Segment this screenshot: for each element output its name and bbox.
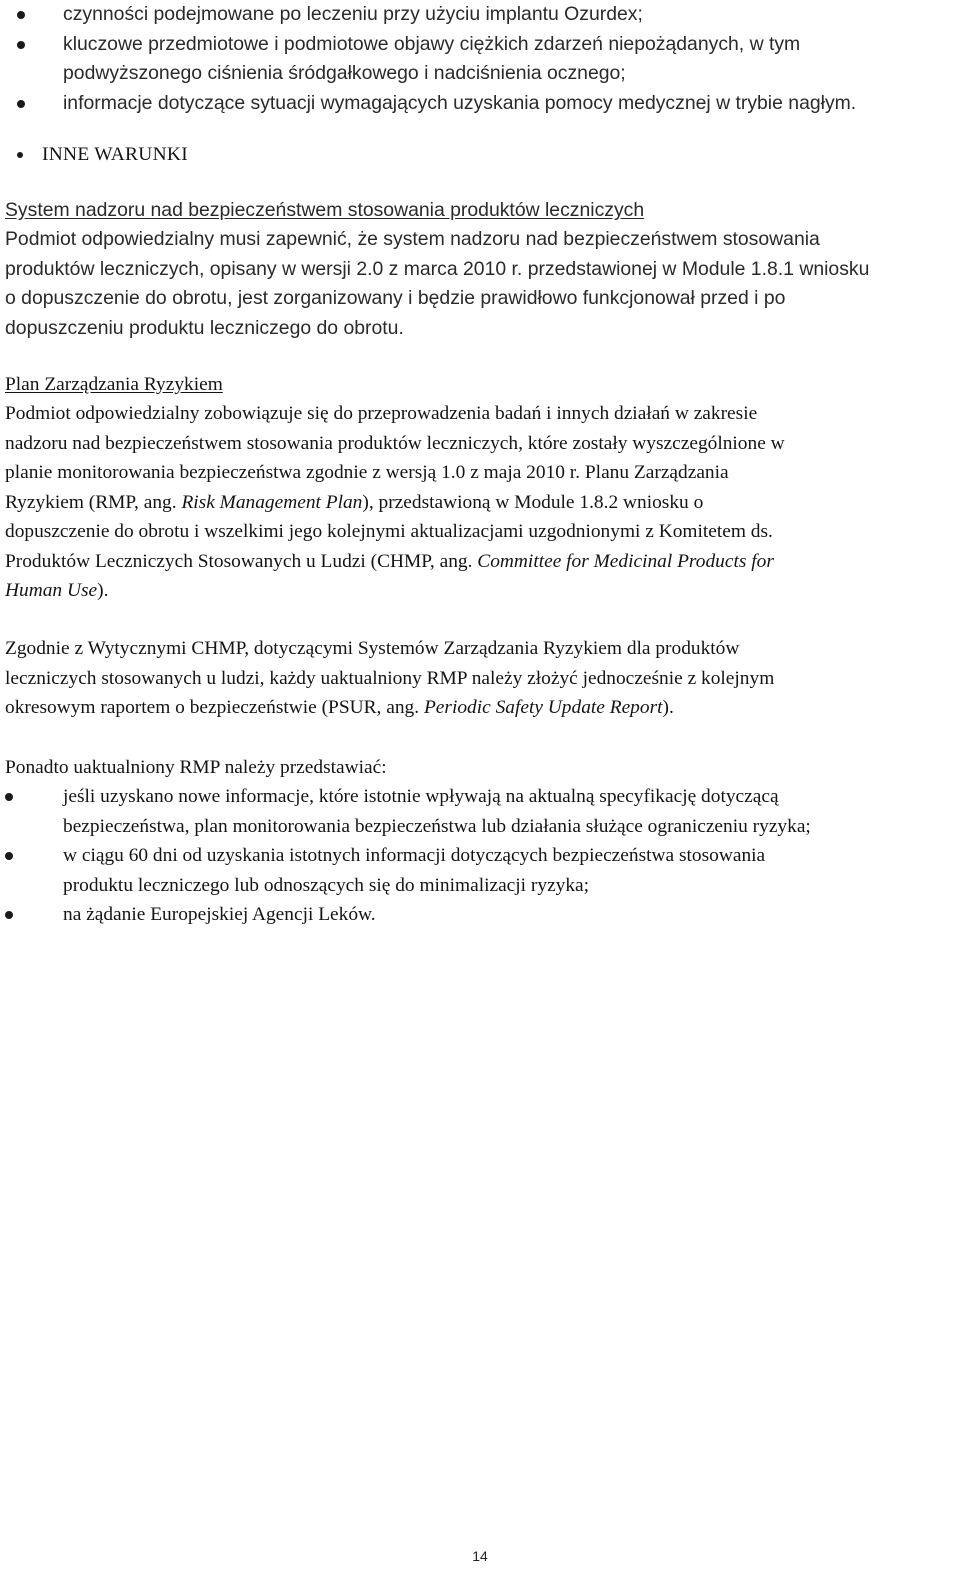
text-line xyxy=(5,547,955,577)
text-span: ). xyxy=(97,580,109,601)
page-number: 14 xyxy=(472,1548,488,1564)
text-span: Produktów Leczniczych Stosowanych u Ludzi (CHMP, ang. xyxy=(5,550,478,572)
list-item-continuation xyxy=(5,59,955,89)
text-line: planie monitorowania bezpieczeństwa zgodnie z wersją 1.0 z maja 2010 r. Planu Zarządzania xyxy=(5,462,729,483)
italic-term: Committee for Medicinal Products for xyxy=(477,550,774,572)
list-item xyxy=(5,900,960,930)
rmp-title: Plan Zarządzania Ryzykiem xyxy=(5,374,223,395)
updated-rmp-intro: Ponadto uaktualniony RMP należy przedstawiać: xyxy=(5,757,387,778)
text-span: Ryzykiem (RMP, ang. xyxy=(5,491,182,513)
bullet-icon xyxy=(5,852,13,860)
section-heading: INNE WARUNKI xyxy=(42,144,188,165)
list-item-continuation xyxy=(5,871,960,901)
list-item-text: bezpieczeństwa, plan monitorowania bezpieczeństwa lub działania służące ograniczeniu ryzyka; xyxy=(63,815,811,837)
pharmacovigilance-body xyxy=(5,225,955,343)
italic-term: Human Use xyxy=(5,580,98,601)
italic-term: Periodic Safety Update Report xyxy=(423,697,663,718)
bullet-icon xyxy=(5,911,13,919)
text-span: ). xyxy=(662,697,674,718)
text-line: Zgodnie z Wytycznymi CHMP, dotyczącymi Systemów Zarządzania Ryzykiem dla produktów xyxy=(5,638,740,659)
list-item-text: produktu leczniczego lub odnoszących się do minimalizacji ryzyka; xyxy=(63,874,590,896)
bullet-icon xyxy=(17,41,25,49)
bullet-icon xyxy=(17,100,25,108)
list-item-text: informacje dotyczące sytuacji wymagających uzyskania pomocy medycznej w trybie nagłym. xyxy=(63,91,857,114)
bullet-icon xyxy=(17,152,23,158)
text-line: Podmiot odpowiedzialny musi zapewnić, że system nadzoru nad bezpieczeństwem stosowania xyxy=(5,228,820,250)
text-line: produktów leczniczych, opisany w wersji 2.0 z marca 2010 r. przedstawionej w Module 1.8.1 wniosku xyxy=(5,257,870,280)
list-item-continuation xyxy=(5,812,960,842)
list-item xyxy=(5,30,955,60)
list-item xyxy=(5,0,955,30)
text-line: nadzoru nad bezpieczeństwem stosowania produktów leczniczych, które zostały wyszczególnione w xyxy=(5,432,785,454)
text-line xyxy=(5,576,955,606)
list-item-text: w ciągu 60 dni od uzyskania istotnych informacji dotyczących bezpieczeństwa stosowania xyxy=(63,845,766,866)
list-item-text: jeśli uzyskano nowe informacje, które istotnie wpływają na aktualną specyfikację dotyczącą xyxy=(63,786,779,807)
text-line: leczniczych stosowanych u ludzi, każdy uaktualniony RMP należy złożyć jednocześnie z kolejnym xyxy=(5,667,775,689)
pharmacovigilance-title: System nadzoru nad bezpieczeństwem stosowania produktów leczniczych xyxy=(5,199,645,221)
text-line: Podmiot odpowiedzialny zobowiązuje się do przeprowadzenia badań i innych działań w zakresie xyxy=(5,403,758,424)
bullet-icon xyxy=(5,793,13,801)
text-line: dopuszczenie do obrotu i wszelkimi jego kolejnymi aktualizacjami uzgodnionymi z Komitetem ds. xyxy=(5,521,773,542)
list-item-text: na żądanie Europejskiej Agencji Leków. xyxy=(63,904,376,925)
text-span: ), przedstawioną w Module 1.8.2 wniosku o xyxy=(362,491,704,513)
list-item xyxy=(5,782,960,812)
bullet-icon xyxy=(17,11,25,19)
rmp-body xyxy=(5,399,955,606)
list-item-text: kluczowe przedmiotowe i podmiotowe objawy ciężkich zdarzeń niepożądanych, w tym xyxy=(63,32,801,55)
text-line: dopuszczeniu produktu leczniczego do obrotu. xyxy=(5,316,404,339)
list-item xyxy=(5,841,960,871)
updated-rmp-list xyxy=(5,782,960,930)
text-line xyxy=(5,693,955,723)
text-span: okresowym raportem o bezpieczeństwie (PSUR, ang. xyxy=(5,697,424,718)
top-bullet-list xyxy=(5,0,955,118)
chmp-paragraph xyxy=(5,634,955,723)
list-item xyxy=(5,89,955,119)
italic-term: Risk Management Plan xyxy=(181,491,363,513)
section-heading-row xyxy=(0,140,600,170)
list-item-text: czynności podejmowane po leczeniu przy użyciu implantu Ozurdex; xyxy=(63,3,643,25)
list-item-text: podwyższonego ciśnienia śródgałkowego i nadciśnienia ocznego; xyxy=(63,62,626,84)
text-line: o dopuszczenie do obrotu, jest zorganizowany i będzie prawidłowo funkcjonował przed i po xyxy=(5,287,786,309)
text-line xyxy=(5,488,955,518)
